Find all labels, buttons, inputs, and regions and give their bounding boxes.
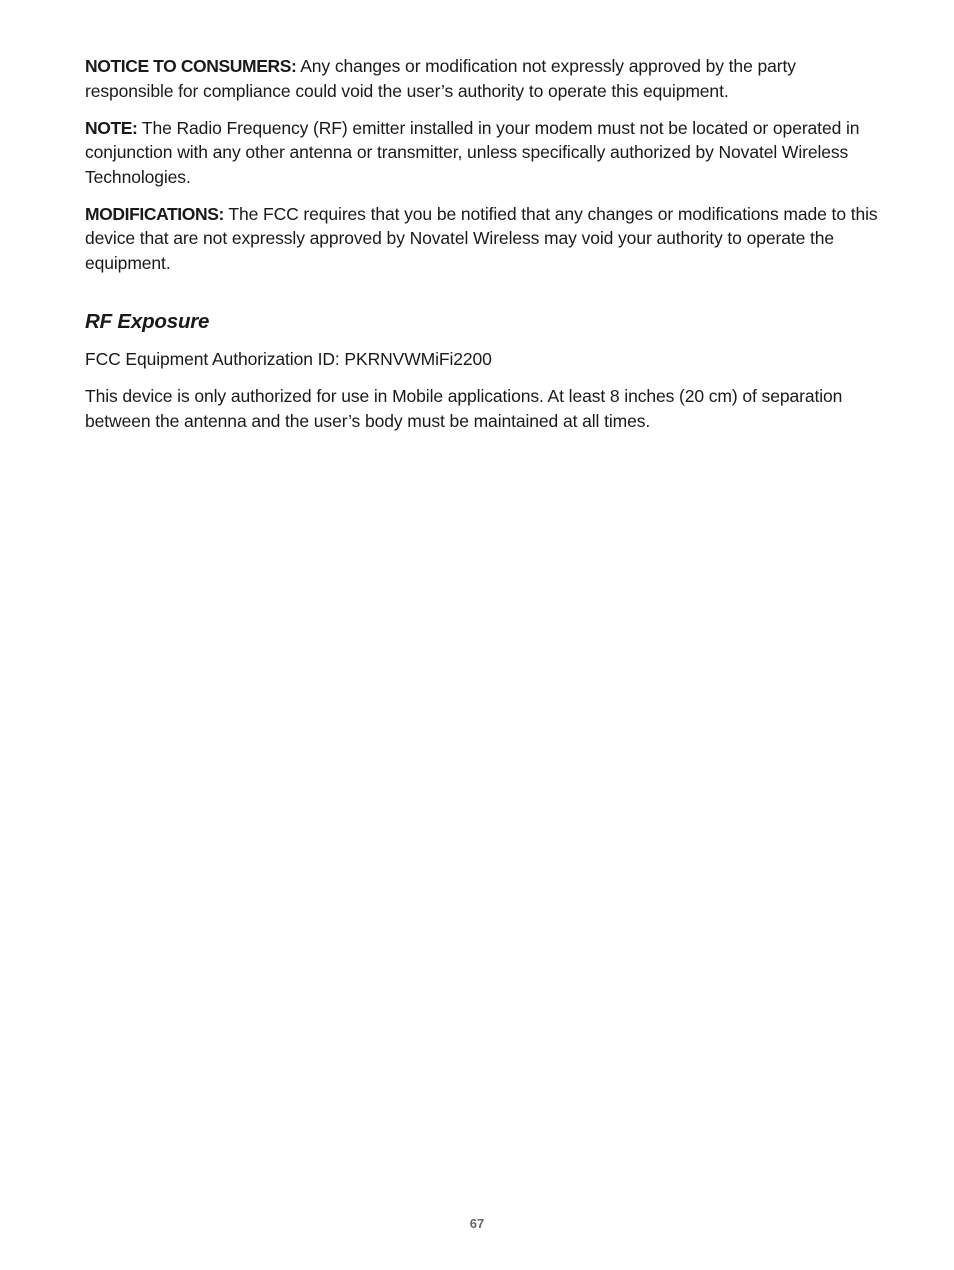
notice-to-consumers-text: Any changes or modification not expressly approved by the party responsible for compliance could void the user’s authority to operate this equipment. — [85, 56, 796, 101]
page-content — [85, 54, 885, 446]
rf-exposure-body: This device is only authorized for use in Mobile applications. At least 8 inches (20 cm) of separation between the antenna and the user’s body must be maintained at all times. — [85, 386, 843, 431]
note-text: The Radio Frequency (RF) emitter installed in your modem must not be located or operated in conjunction with any other antenna or transmitter, unless specifically authorized by Novatel Wireless Technologies. — [85, 117, 860, 187]
page-number: 67 — [469, 1216, 485, 1231]
modifications-text: The FCC requires that you be notified that any changes or modifications made to this device that are not expressly approved by Novatel Wireless may void your authority to operate the equipment. — [85, 203, 878, 273]
note-label: NOTE: — [85, 117, 138, 138]
fcc-id-line: FCC Equipment Authorization ID: PKRNVWMiFi2200 — [85, 349, 492, 369]
notice-to-consumers-label: NOTICE TO CONSUMERS: — [85, 56, 297, 76]
modifications-paragraph — [85, 202, 885, 276]
note-paragraph — [85, 116, 885, 190]
rf-exposure-heading: RF Exposure — [85, 310, 210, 333]
notice-to-consumers — [85, 54, 885, 103]
modifications-label: MODIFICATIONS: — [85, 203, 224, 224]
